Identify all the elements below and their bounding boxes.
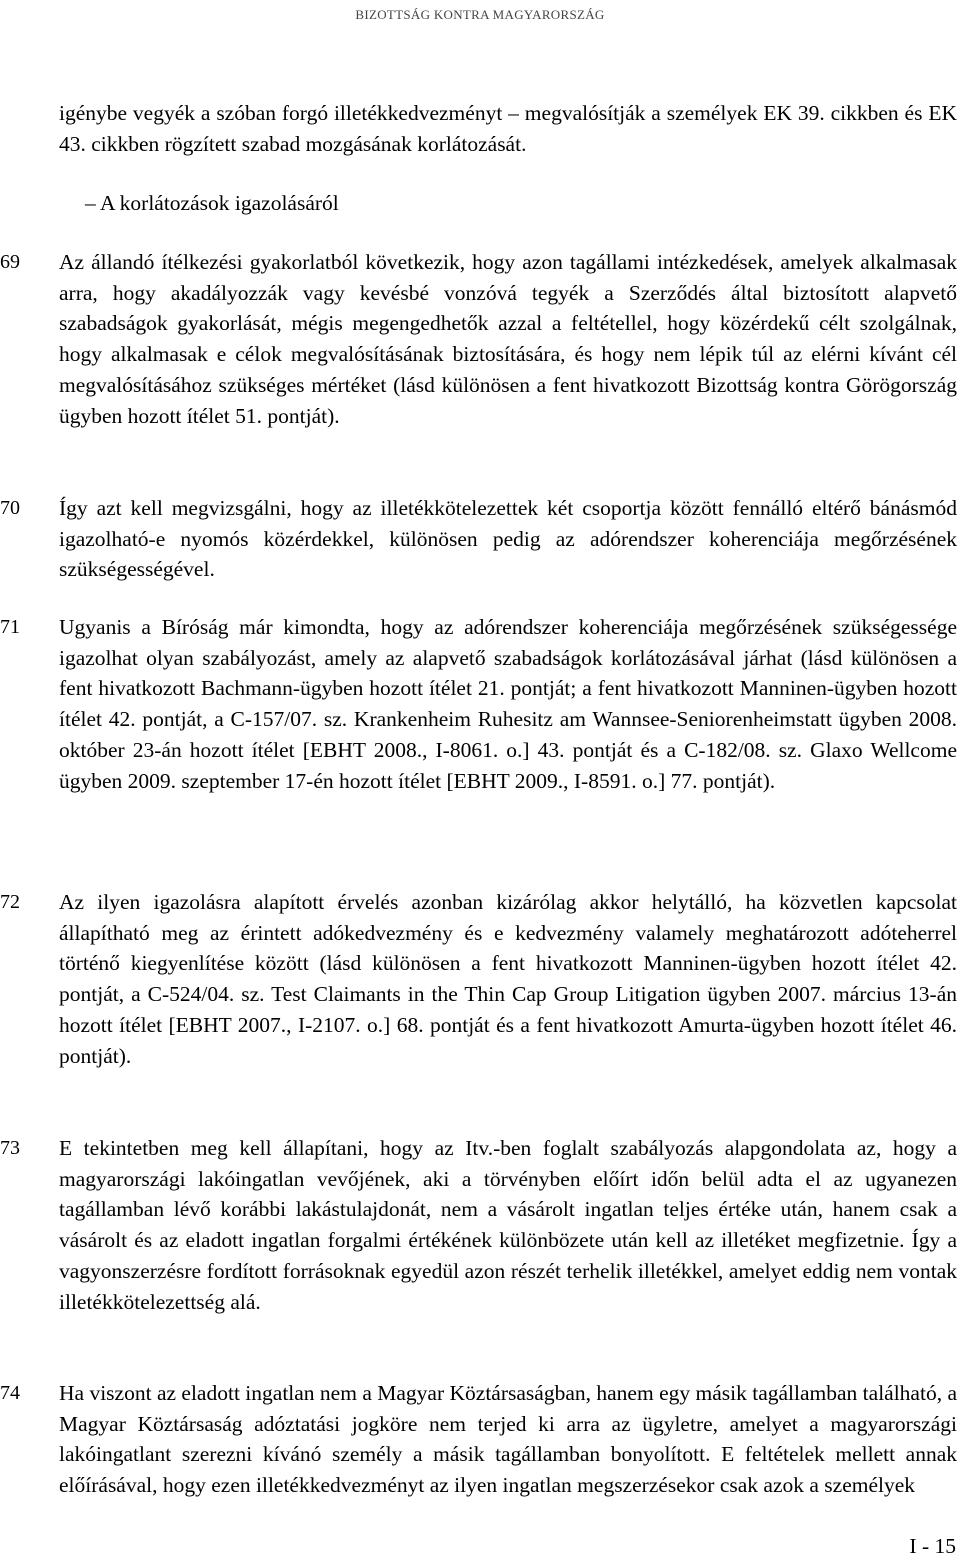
paragraph-number: 71 — [0, 616, 20, 638]
paragraph-text: Az ilyen igazolásra alapított érvelés azonban kizárólag akkor helytálló, ha közvetlen kapcsolat állapítható meg az érintett adókedvezmény és e kedvezmény valamely meghatározott adóteherrel történő kiegyenlítése között (lásd különösen a fent hivatkozott Manninen-ügyben hozott ítélet 42. pontját, a C-524/04. sz. Test Claimants in the Thin Cap Group Litigation ügyben 2007. március 13-án hozott ítélet [EBHT 2007., I-2107. o.] 68. pontját és a fent hivatkozott Amurta-ügyben hozott ítélet 46. pontját). — [59, 890, 957, 1068]
paragraph-number: 74 — [0, 1382, 20, 1404]
intro-paragraph: igénybe vegyék a szóban forgó illetékkedvezményt – megvalósítják a személyek EK 39. cikkben és EK 43. cikkben rögzített szabad mozgásának korlátozását. — [59, 101, 957, 156]
paragraph-text: Az állandó ítélkezési gyakorlatból következik, hogy azon tagállami intézkedések, amelyek alkalmasak arra, hogy akadályozzák vagy kevésbé vonzóvá tegyék a Szerződés által biztosított alapvető szabadságok gyakorlását, mégis megengedhetők azzal a feltétellel, hogy közérdekű célt szolgálnak, hogy alkalmasak e célok megvalósításának biztosítására, és hogy nem lépik túl az elérni kívánt cél megvalósításához szükséges mértéket (lásd különösen a fent hivatkozott Bizottság kontra Görögország ügyben hozott ítélet 51. pontját). — [59, 250, 957, 428]
section-subheading: – A korlátozások igazolásáról — [85, 191, 339, 215]
paragraph-text: E tekintetben meg kell állapítani, hogy az Itv.-ben foglalt szabályozás alapgondolata az, hogy a magyarországi lakóingatlan vevőjének, aki a törvényben előírt időn belül adta el az ugyanezen tagállamban lévő korábbi lakástulajdonát, nem a vásárolt ingatlan teljes értéke után, hanem csak a vásárolt és az eladott ingatlan forgalmi értékének különbözete után kell az illetéket megfizetnie. Így a vagyonszerzésre fordított forrásoknak egyedül azon részét terhelik illetékkel, amelyet eddig nem vontak illetékkötelezettség alá. — [59, 1136, 957, 1314]
paragraph-number: 72 — [0, 891, 20, 913]
paragraph-number: 70 — [0, 497, 20, 519]
page-number: I - 15 — [909, 1534, 956, 1558]
paragraph-number: 69 — [0, 251, 20, 273]
paragraph-text: Így azt kell megvizsgálni, hogy az illetékkötelezettek két csoportja között fennálló eltérő bánásmód igazolható-e nyomós közérdekkel, különösen pedig az adórendszer koherenciája megőrzésének szükségességével. — [59, 496, 957, 582]
paragraph-text: Ugyanis a Bíróság már kimondta, hogy az adórendszer koherenciája megőrzésének szükségessége igazolhat olyan szabályozást, amely az alapvető szabadságok korlátozásával járhat (lásd különösen a fent hivatkozott Bachmann-ügyben hozott ítélet 21. pontját; a fent hivatkozott Manninen-ügyben hozott ítélet 42. pontját, a C-157/07. sz. Krankenheim Ruhesitz am Wannsee-Seniorenheimstatt ügyben 2008. október 23-án hozott ítélet [EBHT 2008., I-8061. o.] 43. pontját és a C-182/08. sz. Glaxo Wellcome ügyben 2009. szeptember 17-én hozott ítélet [EBHT 2009., I-8591. o.] 77. pontját). — [59, 615, 957, 793]
paragraph-number: 73 — [0, 1137, 20, 1159]
paragraph-text: Ha viszont az eladott ingatlan nem a Magyar Köztársaságban, hanem egy másik tagállamban található, a Magyar Köztársaság adóztatási jogköre nem terjed ki arra az ügyletre, amelyet a magyarországi lakóingatlant szerezni kívánó személy a másik tagállamban bonyolított. E feltételek mellett annak előírásával, hogy ezen illetékkedvezményt az ilyen ingatlan megszerzésekor csak azok a személyek — [59, 1381, 957, 1498]
running-header: BIZOTTSÁG KONTRA MAGYARORSZÁG — [355, 7, 605, 22]
